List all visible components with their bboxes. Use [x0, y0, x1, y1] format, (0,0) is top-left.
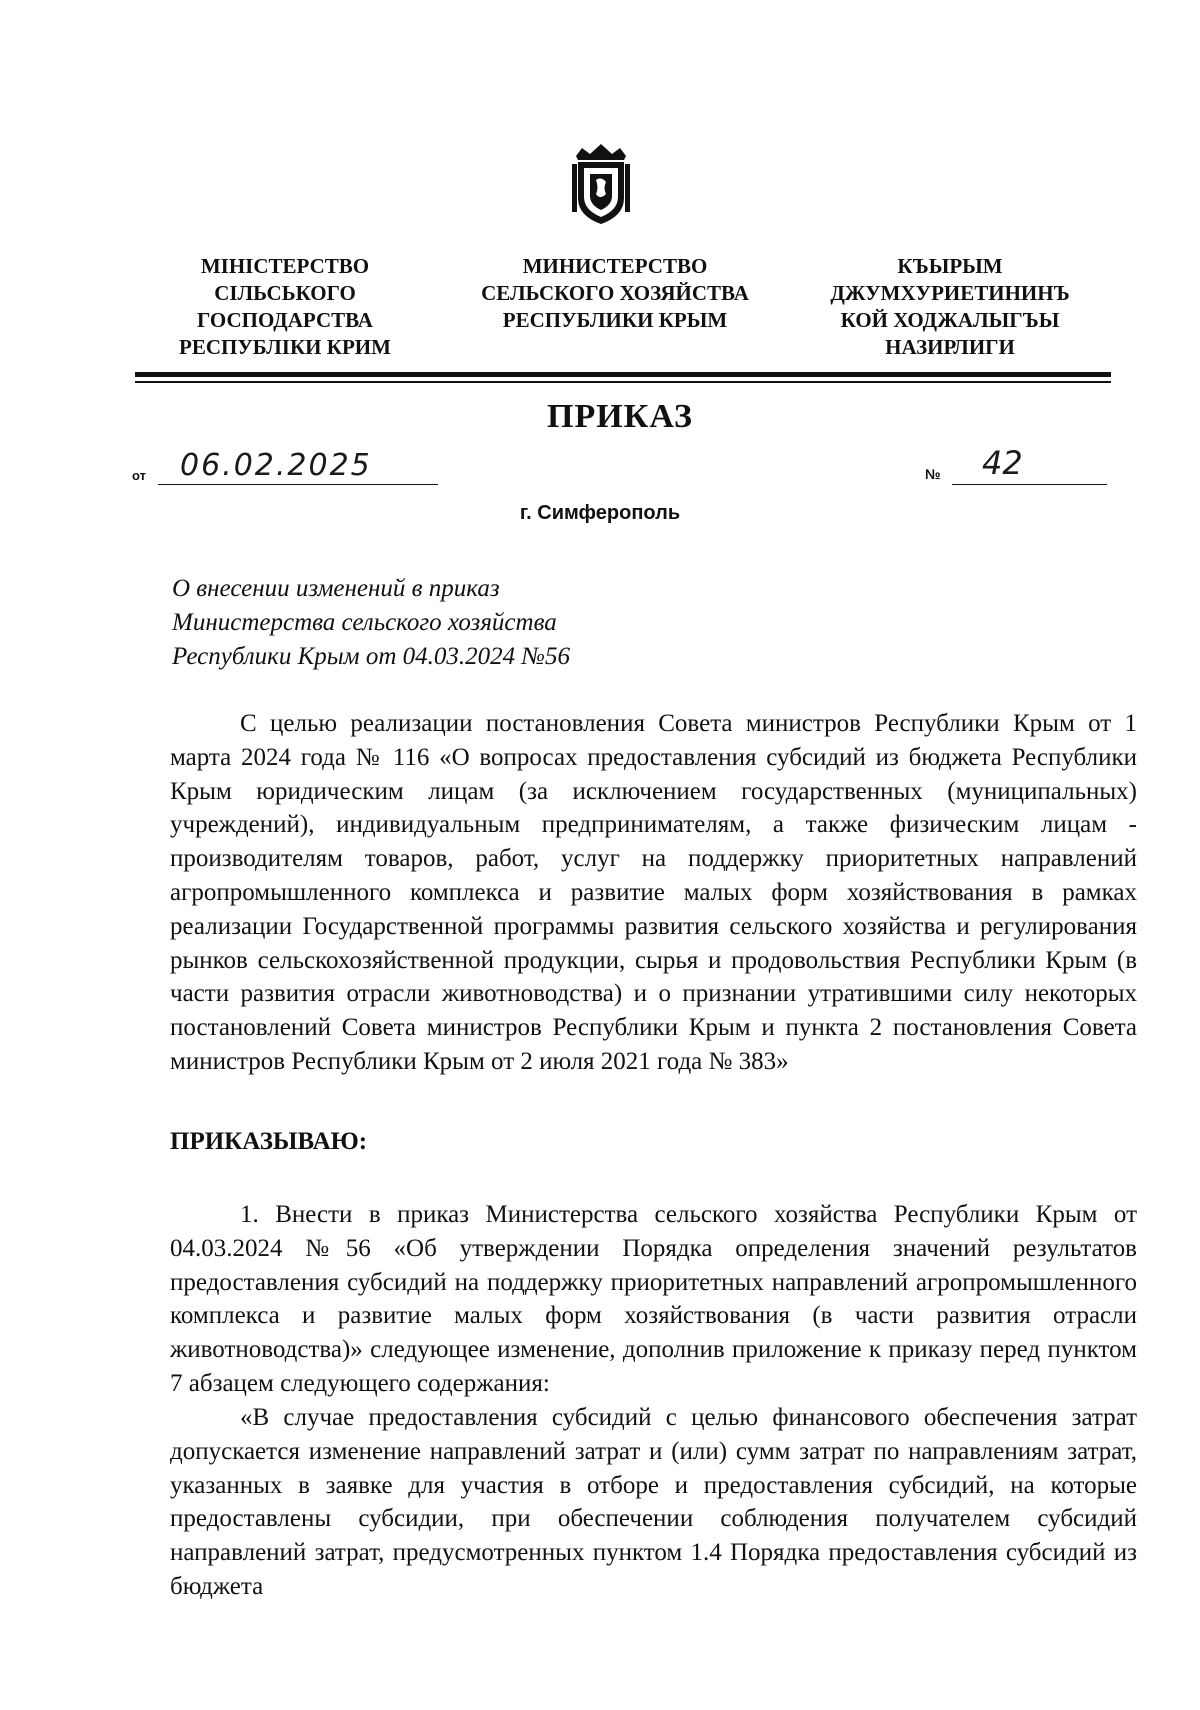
- org-name-crimean-tatar: КЪЫРЫМ ДЖУМХУРИЕТИНИНЪ КОЙ ХОДЖАЛЫГЪЫ НАЗИРЛИГИ: [830, 254, 1070, 359]
- preamble-paragraph: С целью реализации постановления Совета министров Республики Крым от 1 марта 2024 года № 116 «О вопросах предоставления субсидий из бюджета Республики Крым юридическим лицам (за исключением государственных (муниципальных) учреждений), индивидуальным предпринимателям, а также физическим лицам - производителям товаров, работ, услуг на поддержку приоритетных направлений агропромышленного комплекса и развитие малых форм хозяйствования в рамках реализации Государственной программы развития сельского хозяйства и регулирования рынков сельскохозяйственной продукции, сырья и продовольствия Республики Крым (в части развития отрасли животноводства) и о признании утратившими силу некоторых постановлений Совета министров Республики Крым и пункта 2 постановления Совета министров Республики Крым от 2 июля 2021 года № 383»: [170, 710, 1137, 1075]
- quoted-paragraph: «В случае предоставления субсидий с целью финансового обеспечения затрат допускается изменение направлений затрат и (или) сумм затрат по направлениям затрат, указанных в заявке для участия в отборе и предоставления субсидий, на которые предоставлены субсидии, при обеспечении соблюдения получателем субсидий направлений затрат, предусмотренных пунктом 1.4 Порядка предоставления субсидий из бюджета: [170, 1404, 1137, 1600]
- header-divider-thin: [135, 381, 1111, 383]
- number-underline: [952, 484, 1107, 485]
- org-name-russian: МИНИСТЕРСТВО СЕЛЬСКОГО ХОЗЯЙСТВА РЕСПУБЛИКИ КРЫМ: [481, 254, 749, 332]
- date-label: от: [132, 468, 146, 483]
- number-value: 42: [982, 444, 1023, 482]
- subject-line: О внесении изменений в приказ: [172, 575, 500, 602]
- org-name-ukrainian: МІНІСТЕРСТВО СІЛЬСЬКОГО ГОСПОДАРСТВА РЕСПУБЛІКИ КРИМ: [179, 254, 391, 359]
- subject-line: Республики Крым от 04.03.2024 №56: [172, 643, 570, 670]
- coat-of-arms-icon: [570, 142, 632, 226]
- number-label: №: [925, 466, 941, 482]
- subject-line: Министерства сельского хозяйства: [172, 609, 557, 636]
- header-divider-thick: [135, 372, 1111, 377]
- date-underline: [158, 484, 438, 485]
- city: г. Симферополь: [519, 502, 681, 524]
- subject-block: [172, 572, 570, 674]
- date-value: 06.02.2025: [180, 448, 372, 483]
- order-item-1: 1. Внести в приказ Министерства сельского хозяйства Республики Крым от 04.03.2024 №56 «Об утверждении Порядка определения значений результатов предоставления субсидий на поддержку приоритетных направлений агропромышленного комплекса и развитие малых форм хозяйствования (в части развития отрасли животноводства)» следующее изменение, дополнив приложение к приказу перед пунктом 7 абзацем следующего содержания:: [170, 1201, 1137, 1397]
- document-title: ПРИКАЗ: [547, 398, 693, 435]
- order-heading: ПРИКАЗЫВАЮ:: [170, 1128, 368, 1155]
